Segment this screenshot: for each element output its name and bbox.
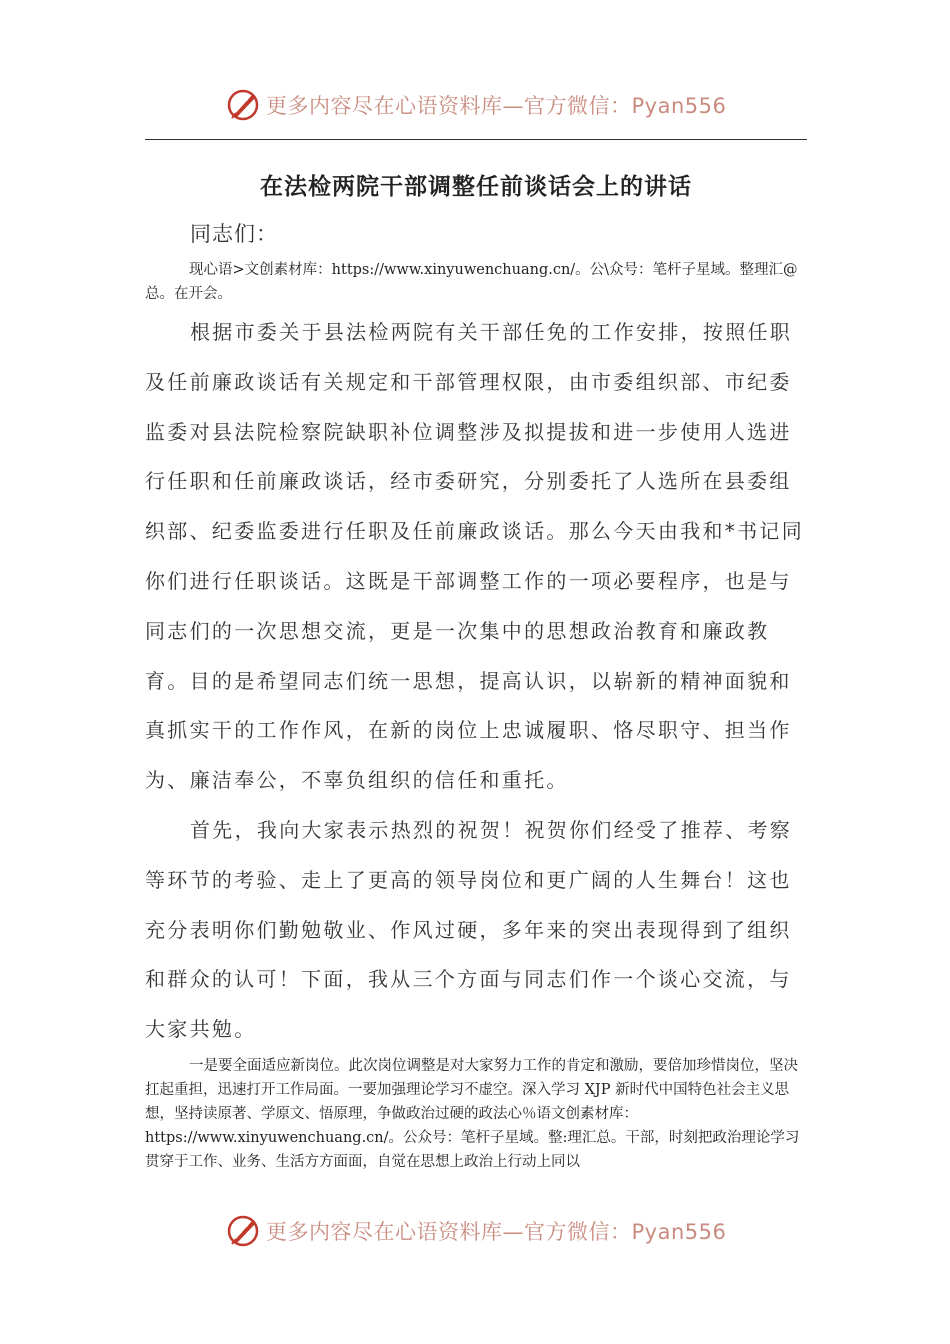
header-separator: — — [502, 94, 524, 118]
header-banner-text — [266, 90, 726, 120]
body-paragraph-3: 一是要全面适应新岗位。此次岗位调整是对大家努力工作的肯定和激励，要倍加珍惜岗位，坚决扛起重担，迅速打开工作局面。一要加强理论学习不虚空。深入学习 XJP 新时代中国特色社会主义思想，坚持读原著、学原文、悟原理，争做政治过硬的政法心％语文创素材库：https://www.xinyuwenchuang.cn/。公众号：笔杆子星域。整:理汇总。干部，时刻把政治理论学习贯穿于工作、业务、生活方方面面，自觉在思想上政治上行动上同以 — [145, 1058, 800, 1170]
header-wechat: 官方微信：Pyan556 — [524, 94, 727, 118]
document-title: 在法检两院干部调整任前谈话会上的讲话 — [260, 174, 692, 200]
body-paragraph-1: 根据市委关于县法检两院有关干部任免的工作安排，按照任职及任前廉政谈话有关规定和干部管理权限，由市委组织部、市纪委监委对县法院检察院缺职补位调整涉及拟提拔和进一步使用人选进行任职和任前廉政谈话，经市委研究，分别委托了人选所在县委组织部、纪委监委进行任职及任前廉政谈话。那么今天由我和*书记同你们进行任职谈话。这既是干部调整工作的一项必要程序，也是与同志们的一次思想交流，更是一次集中的思想政治教育和廉政教育。目的是希望同志们统一思想，提高认识，以崭新的精神面貌和真抓实干的工作作风，在新的岗位上忠诚履职、恪尽职守、担当作为、廉洁奉公，不辜负组织的信任和重托。 — [145, 320, 804, 793]
header-brand: 更多内容尽在心语资料库 — [266, 94, 503, 118]
footer-banner — [0, 1206, 950, 1256]
salutation: 同志们： — [190, 222, 278, 246]
quill-logo-icon — [226, 1213, 262, 1249]
quill-logo-icon — [226, 87, 262, 123]
header-divider — [145, 139, 807, 140]
source-note: 现心语>文创素材库：https://www.xinyuwenchuang.cn/。公\众号：笔杆子星域。整理汇@总。在开会。 — [145, 262, 798, 302]
footer-banner-text — [266, 1216, 726, 1246]
footer-brand: 更多内容尽在心语资料库 — [266, 1220, 503, 1244]
footer-wechat: 官方微信：Pyan556 — [524, 1220, 727, 1244]
header-banner — [0, 80, 950, 130]
body-paragraph-2: 首先，我向大家表示热烈的祝贺！祝贺你们经受了推荐、考察等环节的考验、走上了更高的领导岗位和更广阔的人生舞台！这也充分表明你们勤勉敬业、作风过硬，多年来的突出表现得到了组织和群众的认可！下面，我从三个方面与同志们作一个谈心交流，与大家共勉。 — [145, 818, 793, 1042]
footer-separator: — — [502, 1220, 524, 1244]
